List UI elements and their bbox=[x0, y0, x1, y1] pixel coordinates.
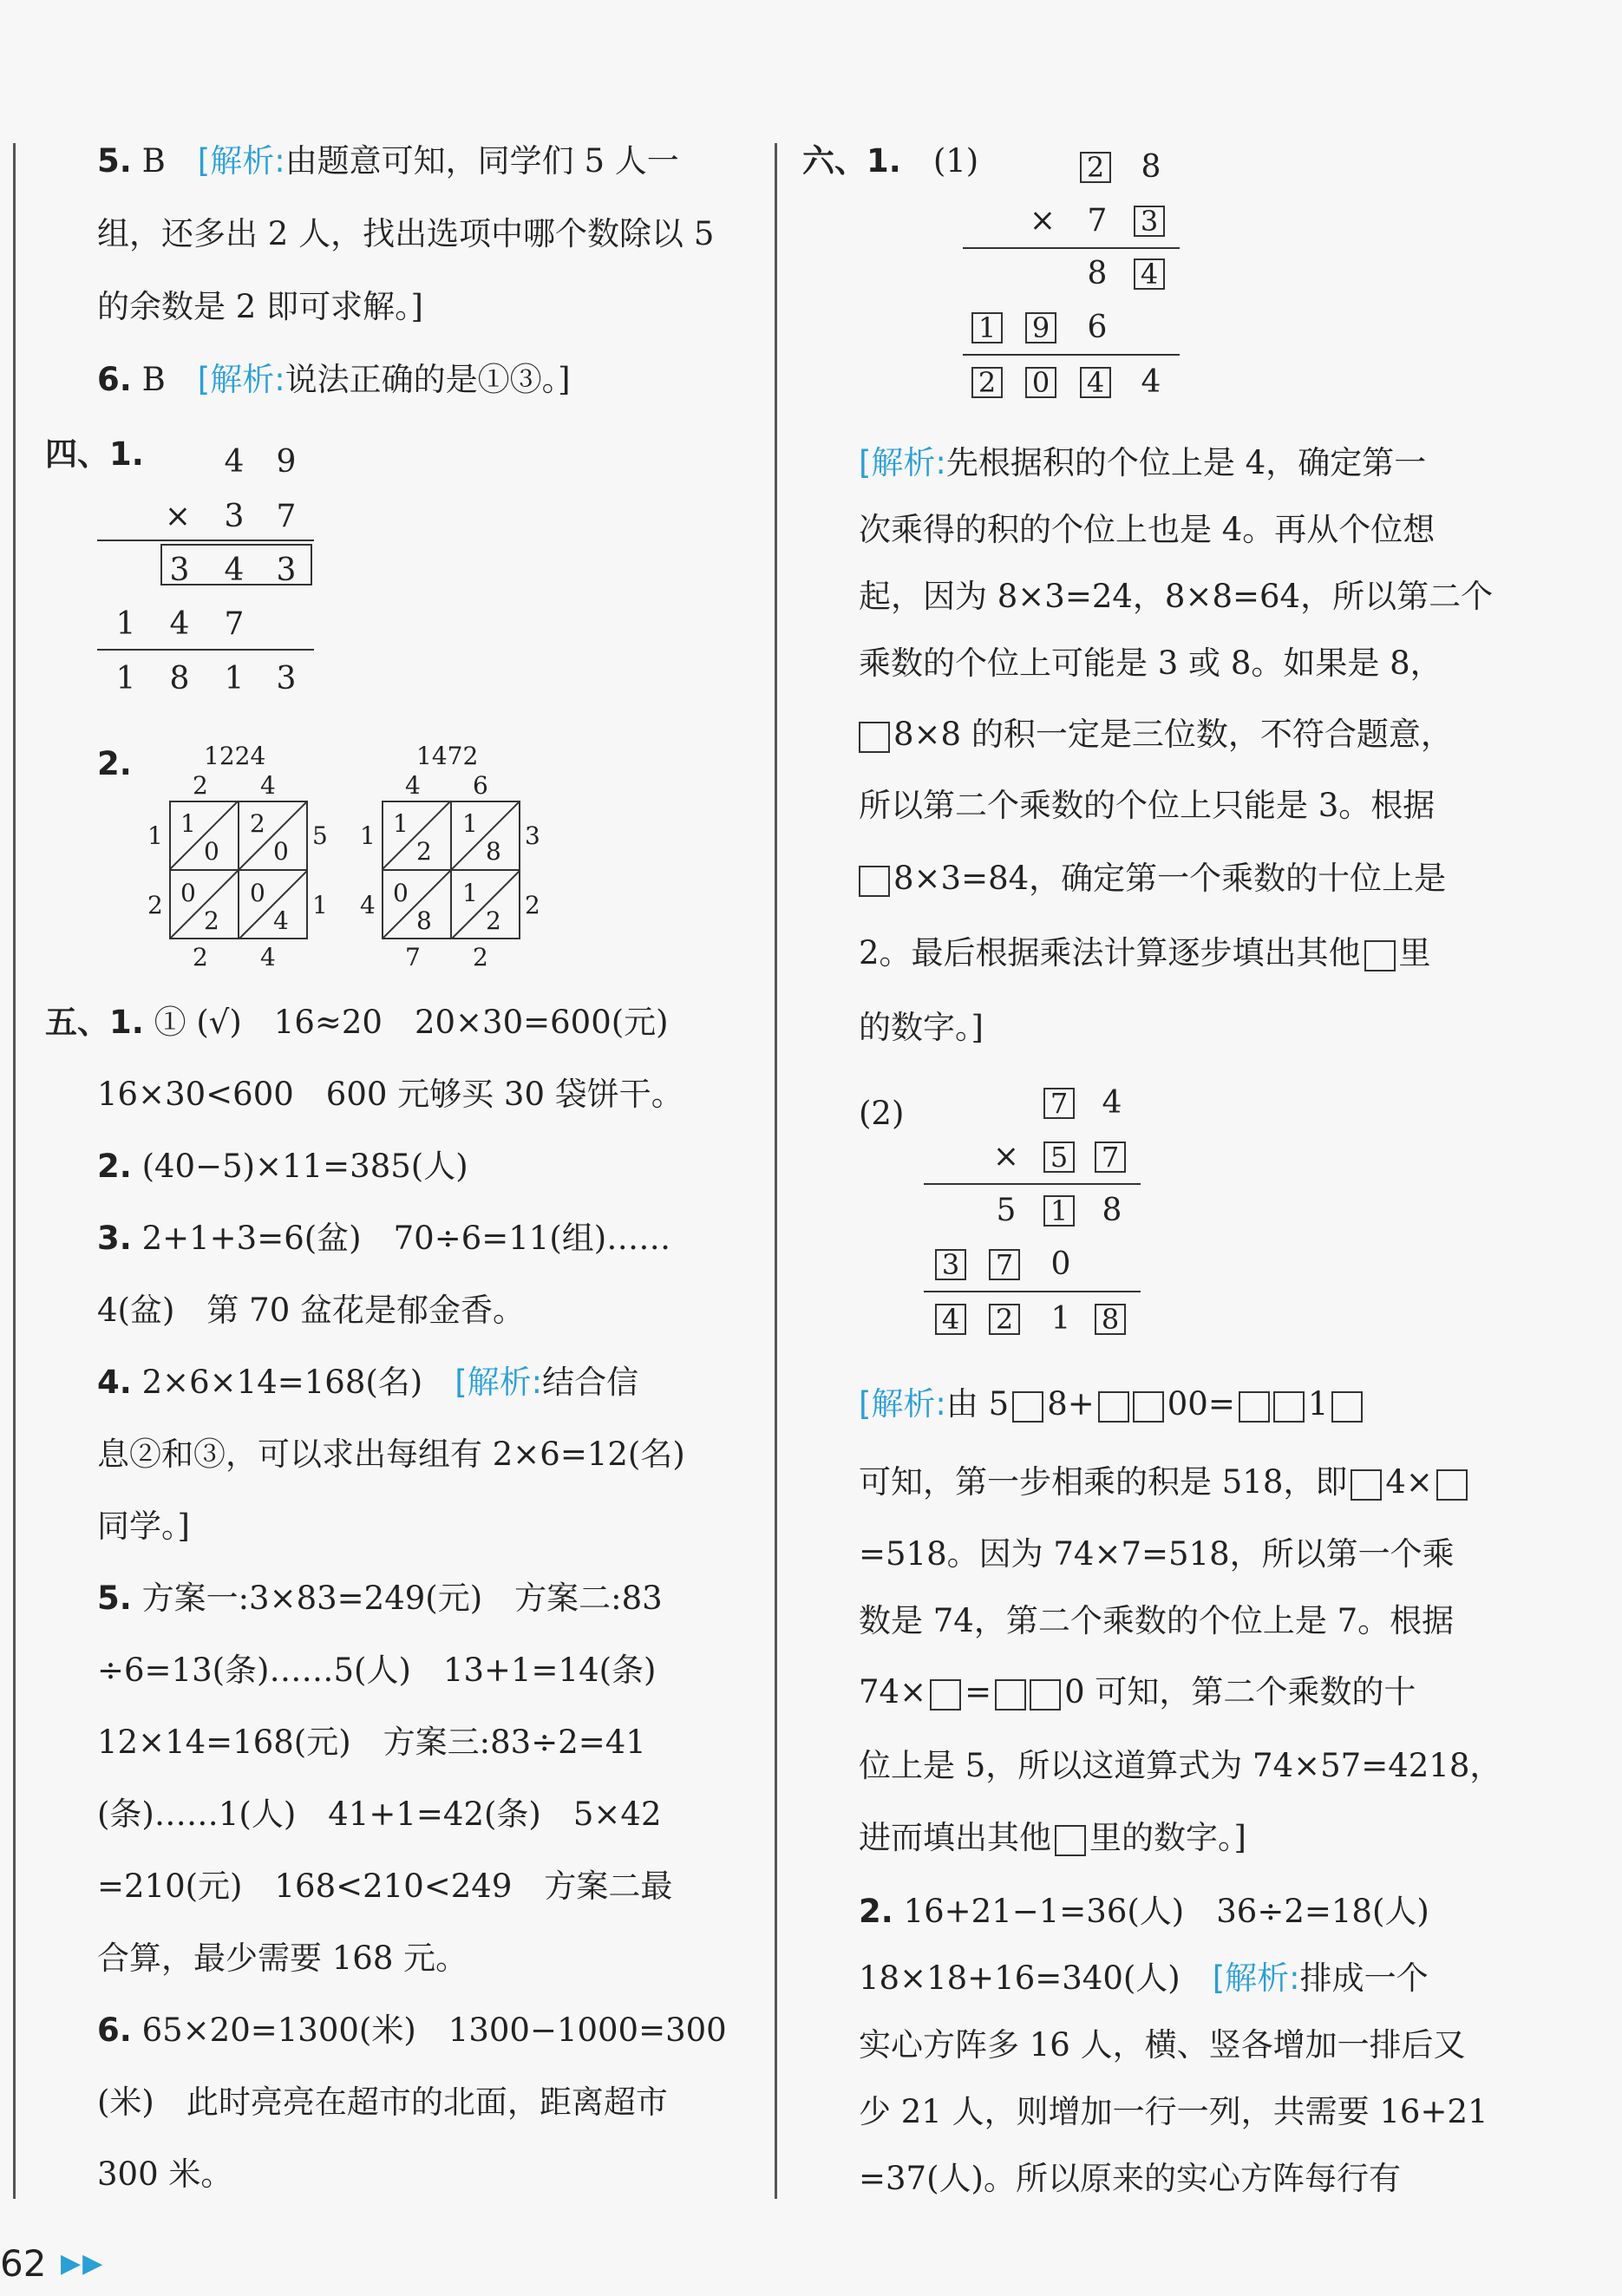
r-a6: 所以第二个乘数的个位上只能是 3。根据 bbox=[859, 787, 1436, 824]
r-q2-line1: 2. 16+21−1=36(人) 36÷2=18(人) bbox=[859, 1893, 1429, 1930]
r-q2-line3: 实心方阵多 16 人，横、竖各增加一排后又 bbox=[859, 2026, 1466, 2064]
part-2-label: (2) bbox=[859, 1095, 905, 1132]
analysis-tag: [解析: bbox=[859, 444, 946, 481]
analysis-tag: [解析: bbox=[197, 142, 285, 180]
analysis-tag: [解析: bbox=[455, 1364, 543, 1401]
analysis-tag: [解析: bbox=[1212, 1959, 1300, 1997]
s5-q3-line2: 4(盆) 第 70 盆花是郁金香。 bbox=[97, 1292, 526, 1329]
r-b2: 可知，第一步相乘的积是 518，即 4× bbox=[859, 1466, 1471, 1501]
s5-q6-line1: 6. 65×20=1300(米) 1300−1000=300 bbox=[97, 2011, 727, 2049]
blank-box bbox=[930, 1679, 961, 1711]
r-a5: 8×8 的积一定是三位数，不符合题意， bbox=[859, 718, 1453, 753]
blank-box bbox=[1239, 1391, 1270, 1423]
page-number: 62 bbox=[0, 2242, 47, 2285]
analysis-tag: [解析: bbox=[859, 1385, 946, 1423]
blank-box bbox=[859, 866, 890, 897]
blank-box bbox=[859, 722, 890, 753]
r-a9: 的数字。] bbox=[859, 1009, 984, 1046]
q6-line: 6. B [解析:说法正确的是①③。] bbox=[97, 361, 571, 398]
r-b7: 进而填出其他 里的数字。] bbox=[859, 1819, 1246, 1856]
blank-box bbox=[1098, 1391, 1129, 1423]
s5-q5-line2: ÷6=13(条)……5(人) 13+1=14(条) bbox=[97, 1652, 657, 1689]
s5-q5-line5: =210(元) 168<210<249 方案二最 bbox=[97, 1868, 673, 1905]
r-a4: 乘数的个位上可能是 3 或 8。如果是 8， bbox=[859, 644, 1442, 682]
s5-q2: 2. (40−5)×11=385(人) bbox=[97, 1148, 468, 1185]
s5-q5-line1: 5. 方案一:3×83=249(元) 方案二:83 bbox=[97, 1580, 663, 1617]
next-arrows-icon: ▶▶ bbox=[61, 2248, 105, 2279]
s5-q3-line1: 3. 2+1+3=6(盆) 70÷6=11(组)…… bbox=[97, 1220, 671, 1257]
r-q2-line5: =37(人)。所以原来的实心方阵每行有 bbox=[859, 2160, 1401, 2197]
r-q2-line2: 18×18+16=340(人) [解析:排成一个 bbox=[859, 1959, 1429, 1997]
r-a2: 次乘得的积的个位上也是 4。再从个位想 bbox=[859, 511, 1436, 548]
s5-q1-line2: 16×30<600 600 元够买 30 袋饼干。 bbox=[97, 1076, 683, 1113]
s5-q1-line1: 五、1. ① (√) 16≈20 20×30=600(元) bbox=[45, 1004, 669, 1041]
r-a1: [解析:先根据积的个位上是 4，确定第一 bbox=[859, 444, 1427, 481]
r-b4: 数是 74，第二个乘数的个位上是 7。根据 bbox=[859, 1602, 1455, 1639]
blank-box bbox=[1351, 1469, 1382, 1501]
q5-line3: 的余数是 2 即可求解。] bbox=[97, 288, 423, 325]
blank-box bbox=[1055, 1825, 1086, 1856]
lattice-multiplication-a: 1224 2 4 1 2 1 0 2 0 0 2 0 4 5 1 2 4 bbox=[147, 742, 328, 971]
column-divider bbox=[775, 143, 777, 2199]
left-margin-rule bbox=[13, 143, 16, 2199]
s4-q2-num: 2. bbox=[97, 745, 132, 782]
analysis-tag: [解析: bbox=[197, 361, 285, 398]
blank-box bbox=[1364, 940, 1396, 971]
q5-line1: 5. B [解析:由题意可知，同学们 5 人一 bbox=[97, 142, 679, 180]
s5-q4-line1: 4. 2×6×14=168(名) [解析:结合信 bbox=[97, 1364, 639, 1401]
s5-q5-line3: 12×14=168(元) 方案三:83÷2=41 bbox=[97, 1724, 646, 1761]
s5-q6-line2: (米) 此时亮亮在超市的北面，距离超市 bbox=[97, 2083, 668, 2121]
s5-q5-line4: (条)……1(人) 41+1=42(条) 5×42 bbox=[97, 1796, 662, 1833]
s5-q5-line6: 合算，最少需要 168 元。 bbox=[97, 1939, 468, 1977]
r-b1: [解析:由 5 8+ 00= 1 bbox=[859, 1388, 1366, 1423]
section-4-label: 四、1. bbox=[45, 435, 144, 473]
r-b3: =518。因为 74×7=518，所以第一个乘 bbox=[859, 1535, 1455, 1573]
blank-box bbox=[1030, 1679, 1061, 1711]
s5-q4-line3: 同学。] bbox=[97, 1508, 190, 1545]
r-q2-line4: 少 21 人，则增加一行一列，共需要 16+21 bbox=[859, 2093, 1488, 2130]
r-b6: 位上是 5，所以这道算式为 74×57=4218， bbox=[859, 1747, 1502, 1784]
blank-box bbox=[1331, 1391, 1363, 1423]
blank-box bbox=[1133, 1391, 1164, 1423]
r-a7: 8×3=84，确定第一个乘数的十位上是 bbox=[859, 862, 1446, 897]
q5-line2: 组，还多出 2 人，找出选项中哪个数除以 5 bbox=[97, 215, 715, 252]
blank-box bbox=[995, 1679, 1026, 1711]
blank-box bbox=[1273, 1391, 1305, 1423]
section-6-label: 六、1. (1) bbox=[802, 142, 979, 180]
r-a3: 起，因为 8×3=24，8×8=64，所以第二个 bbox=[859, 578, 1494, 615]
s5-q6-line3: 300 米。 bbox=[97, 2155, 233, 2193]
s5-q4-line2: 息②和③，可以求出每组有 2×6=12(名) bbox=[97, 1436, 685, 1473]
r-b5: 74× = 0 可知，第二个乘数的十 bbox=[859, 1673, 1416, 1711]
blank-box bbox=[1012, 1391, 1043, 1423]
lattice-multiplication-b: 1472 4 6 1 4 1 2 1 8 0 8 1 2 3 2 7 2 bbox=[360, 742, 540, 971]
r-a8: 2。最后根据乘法计算逐步填出其他 里 bbox=[859, 934, 1431, 971]
blank-box bbox=[1436, 1469, 1468, 1501]
